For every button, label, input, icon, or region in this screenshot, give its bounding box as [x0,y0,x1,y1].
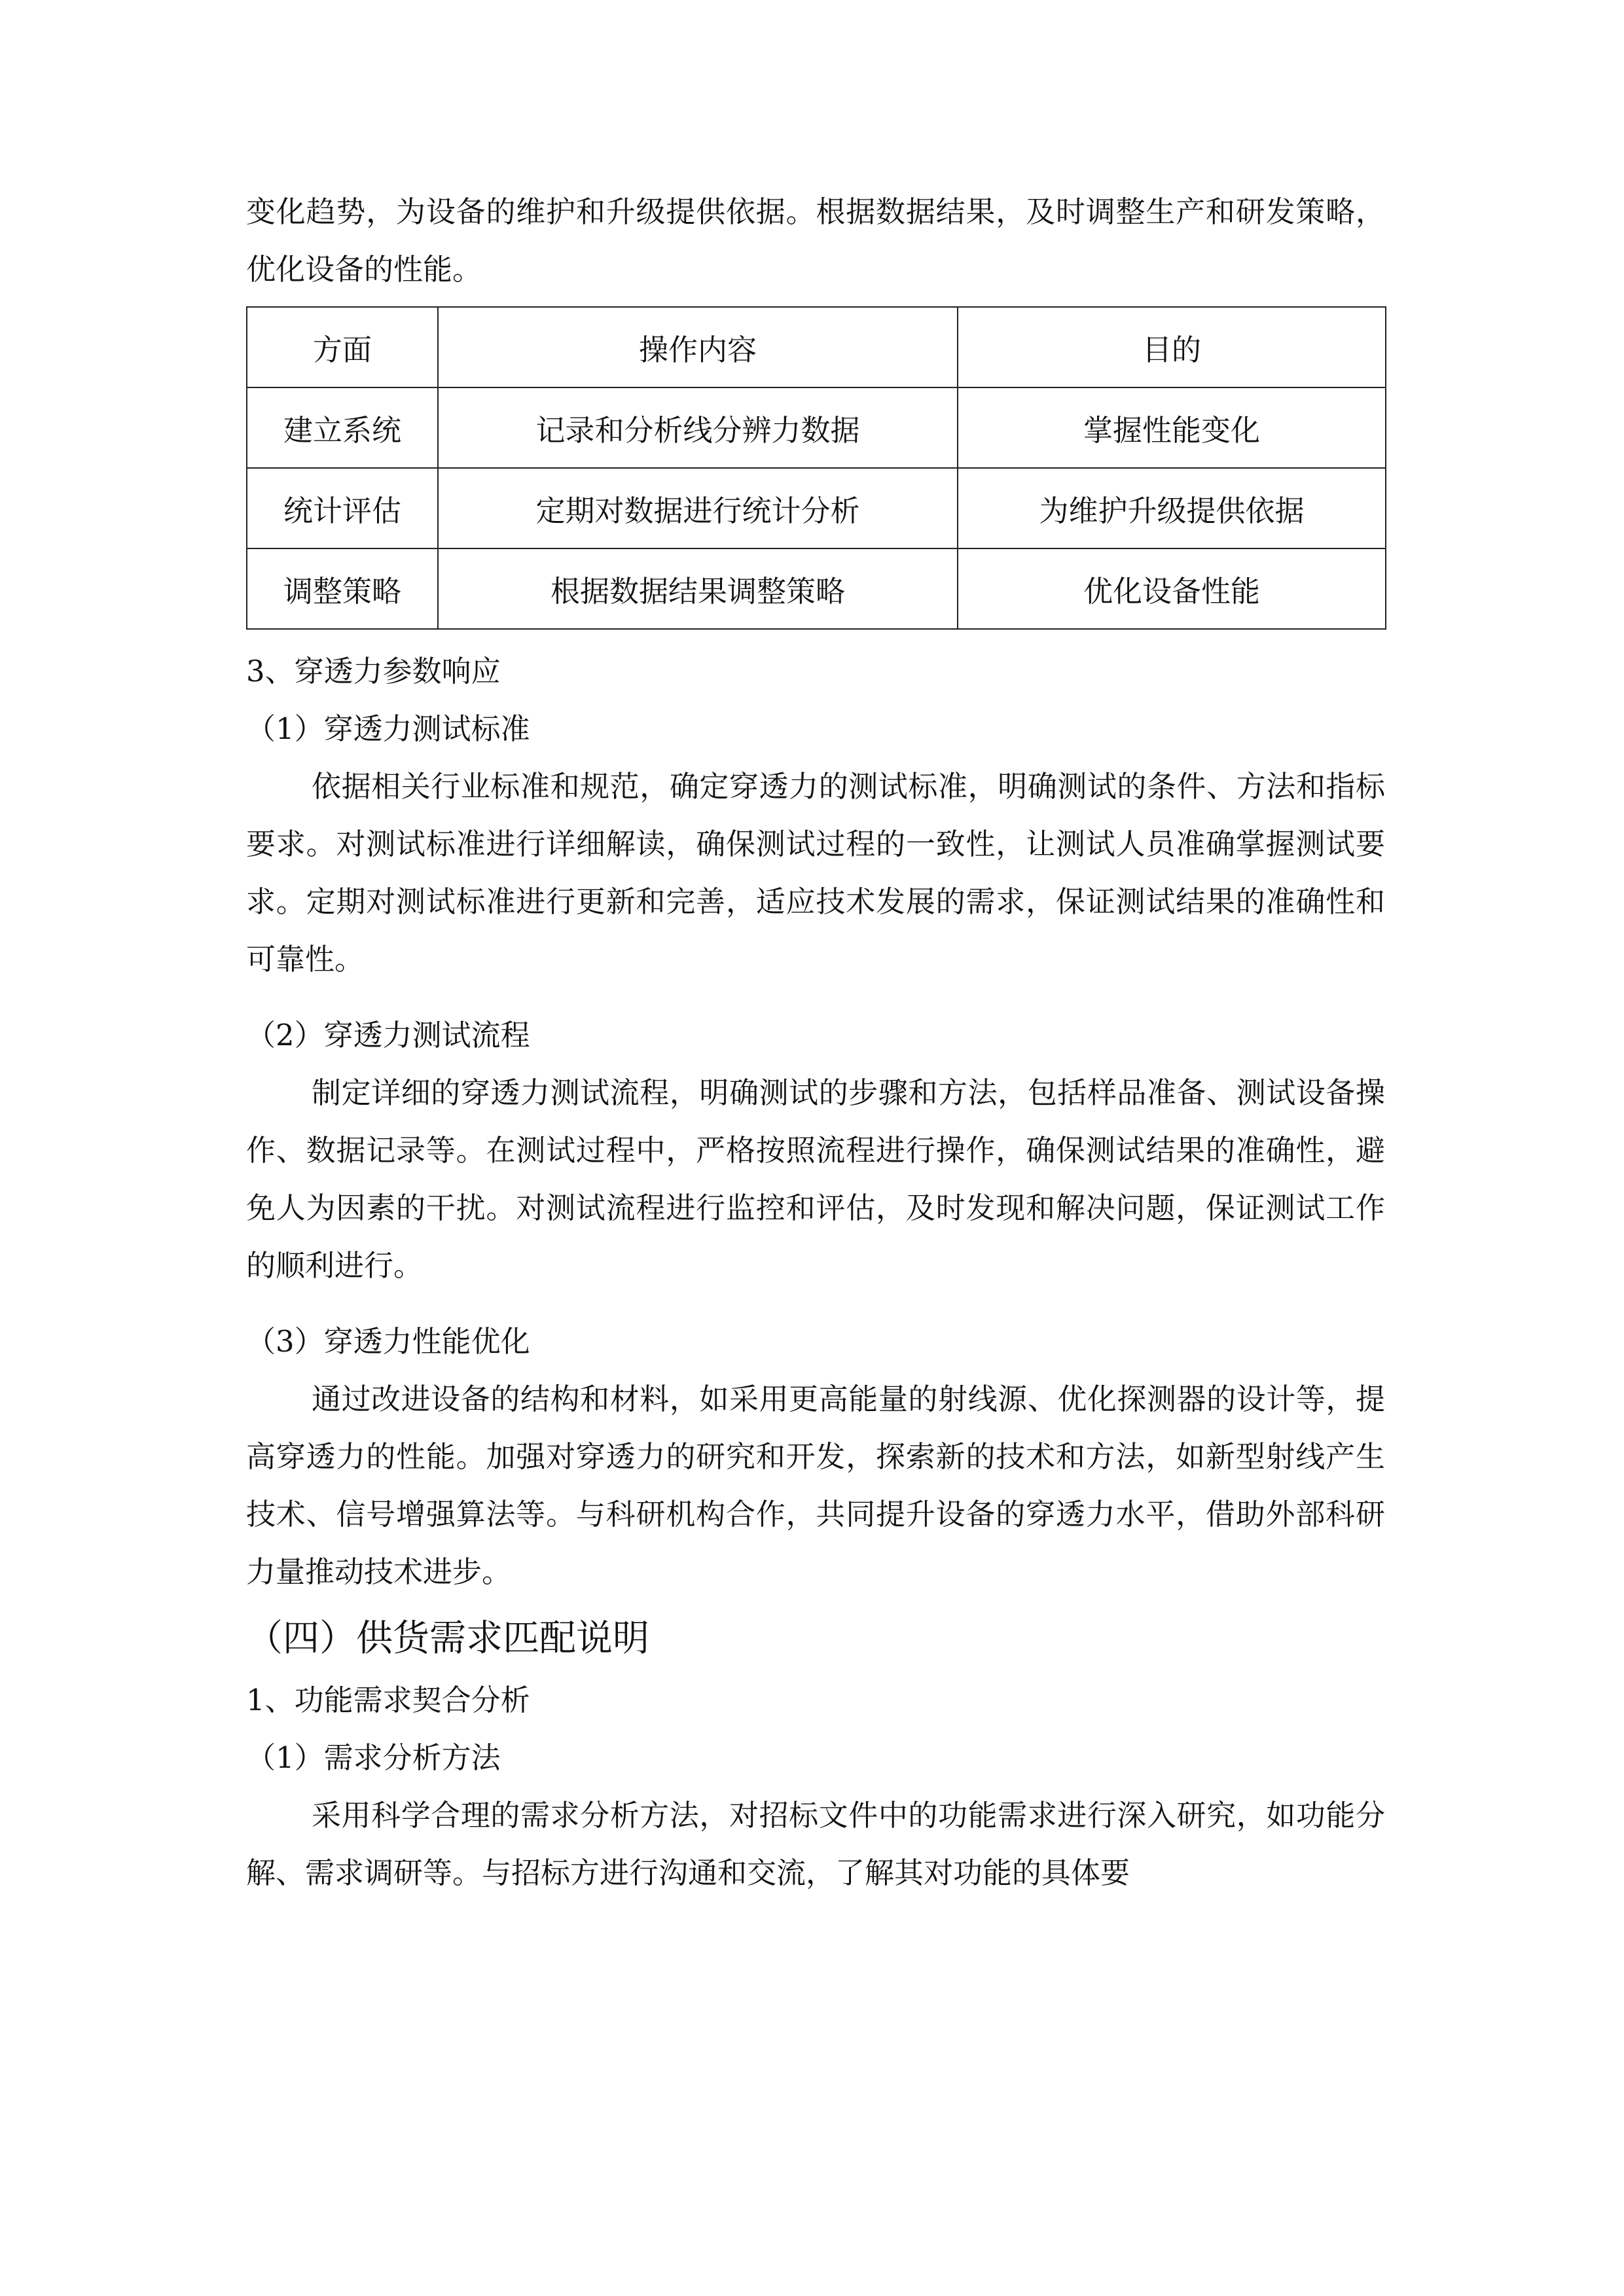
subsection-heading: （1）穿透力测试标准 [246,711,530,746]
document-page [246,183,1385,1902]
table-cell: 建立系统 [247,387,438,468]
table-row [247,548,1386,629]
table-header-row [247,307,1386,387]
table-header-cell: 操作内容 [438,307,958,387]
table-cell: 掌握性能变化 [958,387,1386,468]
table-row [247,468,1386,548]
table-cell: 定期对数据进行统计分析 [438,468,958,548]
body-paragraph: 制定详细的穿透力测试流程，明确测试的步骤和方法，包括样品准备、测试设备操作、数据记录等。在测试过程中，严格按照流程进行操作，确保测试结果的准确性，避免人为因素的干扰。对测试流程进行监控和评估，及时发现和解决问题，保证测试工作的顺利进行。 [246,1075,1385,1283]
table-cell: 为维护升级提供依据 [958,468,1386,548]
table-header-cell: 方面 [247,307,438,387]
section-3-title: 3、穿透力参数响应 [246,654,501,689]
table-header-cell: 目的 [958,307,1386,387]
table-cell: 调整策略 [247,548,438,629]
body-paragraph: 采用科学合理的需求分析方法，对招标文件中的功能需求进行深入研究，如功能分解、需求调研等。与招标方进行沟通和交流，了解其对功能的具体要 [246,1798,1385,1890]
table-cell: 优化设备性能 [958,548,1386,629]
subsection-heading: （2）穿透力测试流程 [246,1018,530,1052]
intro-paragraph: 变化趋势，为设备的维护和升级提供依据。根据数据结果，及时调整生产和研发策略，优化设备的性能。 [246,194,1385,287]
data-table [246,306,1386,630]
subsection-heading: （3）穿透力性能优化 [246,1324,530,1359]
table-cell: 记录和分析线分辨力数据 [438,387,958,468]
section-4-subtitle: 1、功能需求契合分析 [246,1683,530,1717]
table-row [247,387,1386,468]
body-paragraph: 通过改进设备的结构和材料，如采用更高能量的射线源、优化探测器的设计等，提高穿透力的性能。加强对穿透力的研究和开发，探索新的技术和方法，如新型射线产生技术、信号增强算法等。与科研机构合作，共同提升设备的穿透力水平，借助外部科研力量推动技术进步。 [246,1382,1385,1589]
subsection-heading: （1）需求分析方法 [246,1740,501,1775]
table-cell: 根据数据结果调整策略 [438,548,958,629]
section-4-title: （四）供货需求匹配说明 [246,1617,649,1660]
table-cell: 统计评估 [247,468,438,548]
body-paragraph: 依据相关行业标准和规范，确定穿透力的测试标准，明确测试的条件、方法和指标要求。对测试标准进行详细解读，确保测试过程的一致性，让测试人员准确掌握测试要求。定期对测试标准进行更新和完善，适应技术发展的需求，保证测试结果的准确性和可靠性。 [246,769,1385,977]
